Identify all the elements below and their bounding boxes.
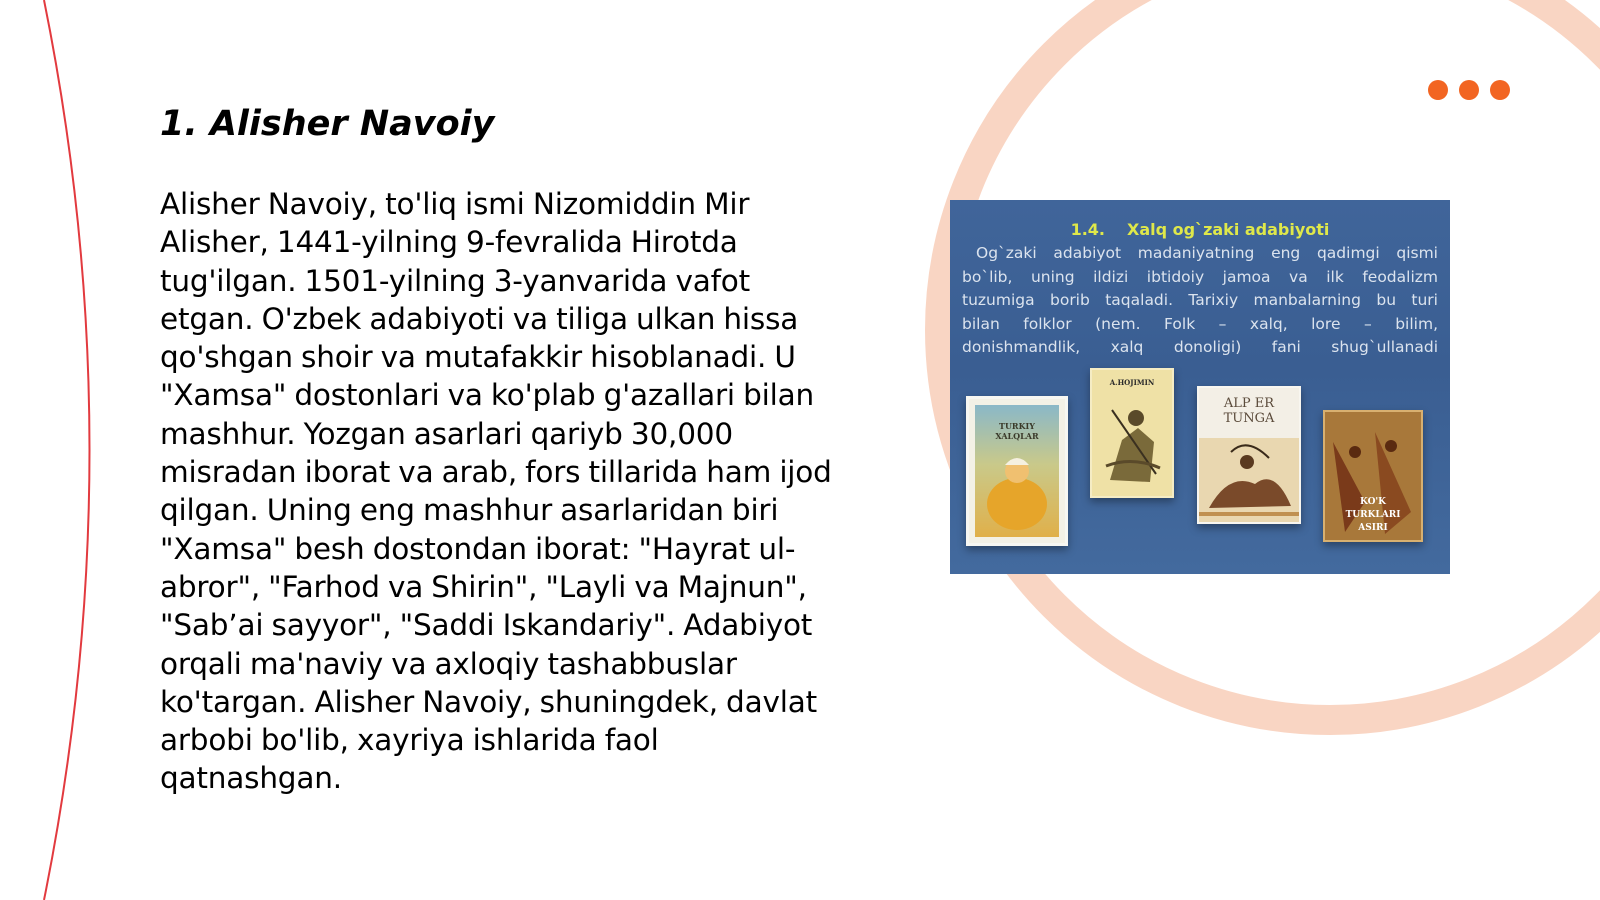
warrior-illustration-icon <box>1092 370 1172 496</box>
book-cover-turkiy <box>966 396 1068 546</box>
image-line: tuzumiga borib taqaladi. Tarixiy manbalarning bu turi <box>962 291 1438 309</box>
image-section-number: 1.4. <box>1070 220 1105 239</box>
more-dots-icon <box>1428 80 1510 100</box>
dot <box>1459 80 1479 100</box>
image-line: bo`lib, uning ildizi ibtidoiy jamoa va ilk feodalizm <box>962 267 1438 286</box>
book-title: KO'K TURKLARI ASIRI <box>1345 497 1401 533</box>
dot <box>1490 80 1510 100</box>
textbook-page-image <box>950 200 1450 574</box>
book-cover-alp-er-tunga <box>1197 386 1301 524</box>
dot <box>1428 80 1448 100</box>
image-line: Og`zaki adabiyot madaniyatning eng qadimgi qismi <box>976 244 1438 262</box>
slide-body-text: Alisher Navoiy, to'liq ismi Nizomiddin Mir Alisher, 1441-yilning 9-fevralida Hirotda tug'ilgan. 1501-yilning 3-yanvarida vafot etgan. O'zbek adabiyoti va tiliga ulkan hissa qo'shgan shoir va mutafakkir hisoblanadi. U "Xamsa" dostonlari va ko'plab g'azallari bilan mashhur. Yozgan asarlari qariyb 30,000 misradan iborat va arab, fors tillarida ham ijod qilgan. Uning eng mashhur asarlaridan biri "Xamsa" besh dostondan iborat: "Hayrat ul-abror", "Farhod va Shirin", "Layli va Majnun", "Sab’ai sayyor", "Saddi Iskandariy". Adabiyot orqali ma'naviy va axloqiy tashabbuslar ko'targan. Alisher Navoiy, shuningdek, davlat arbobi bo'lib, xayriya ishlarida faol qatnashgan. <box>160 187 832 796</box>
book-title: TURKIY XALQLAR <box>995 421 1039 441</box>
image-section-title: Xalq og`zaki adabiyoti <box>1126 220 1330 239</box>
book-cover-kok-turklari <box>1323 410 1423 542</box>
book-title: A.HOJIMIN <box>1109 378 1155 387</box>
image-line: bilan folklor (nem. Folk – xalq, lore – bilim, <box>962 314 1438 333</box>
image-line: donishmandlik, xalq donoligi) fani shug`ullanadi <box>962 338 1438 356</box>
left-red-curve <box>44 0 90 900</box>
book-title: ALP ER TUNGA <box>1223 396 1275 426</box>
image-heading <box>950 220 1450 239</box>
slide-title: 1. Alisher Navoiy <box>160 104 495 144</box>
image-paragraph <box>962 242 1438 360</box>
book-cover-hojimin <box>1090 368 1174 498</box>
